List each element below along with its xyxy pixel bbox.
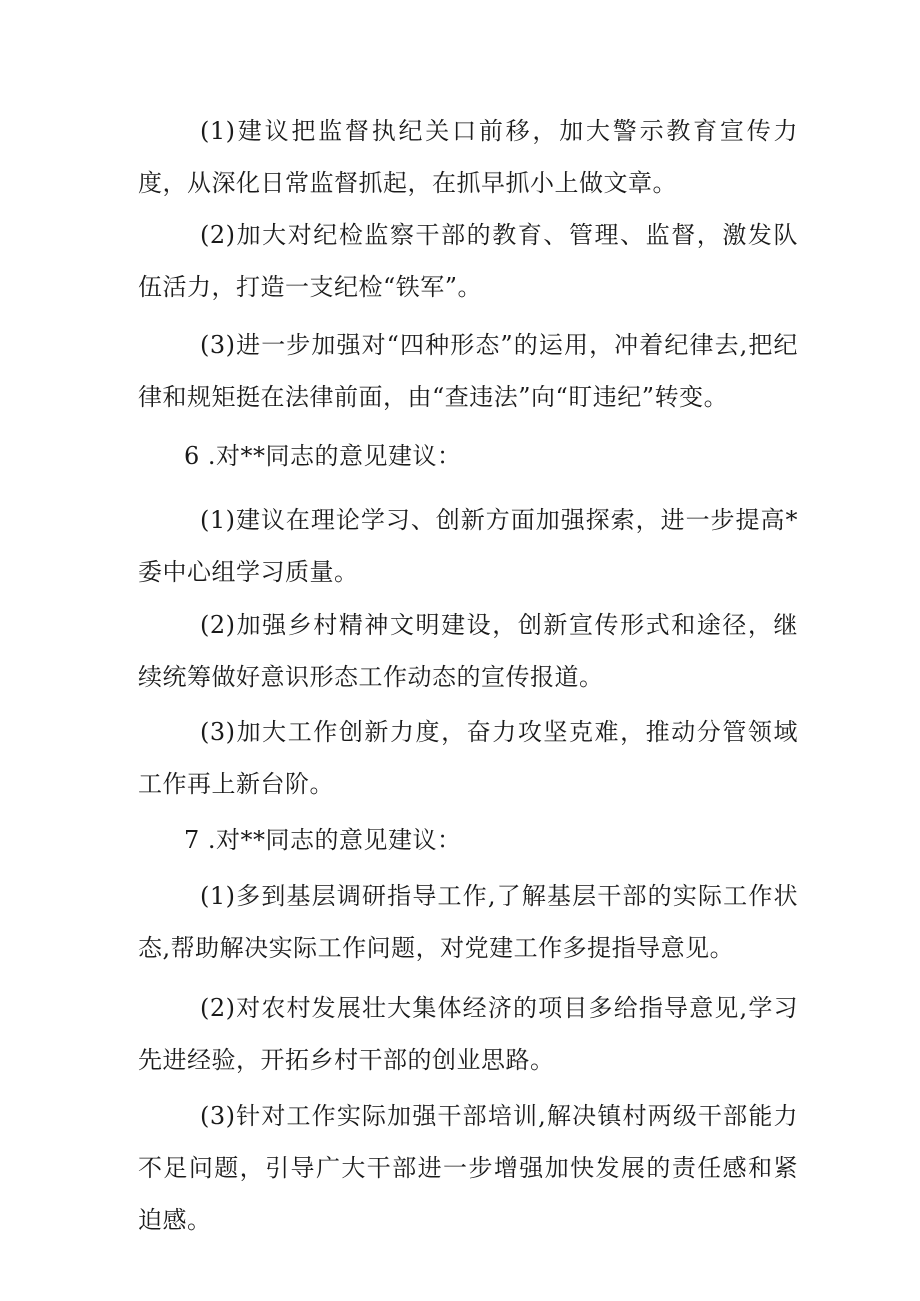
- paragraph-3: (3)进一步加强对“四种形态”的运用，冲着纪律去,把纪律和规矩挺在法律前面，由“查违法”向“盯违纪”转变。: [138, 331, 798, 411]
- paragraph-1: (1)建议把监督执纪关口前移，加大警示教育宣传力度，从深化日常监督抓起，在抓早抓小上做文章。: [138, 117, 798, 197]
- paragraph-5: (2)加强乡村精神文明建设，创新宣传形式和途径，继续统筹做好意识形态工作动态的宣传报道。: [138, 611, 798, 691]
- section-heading-6: 6 .对**同志的意见建议：: [184, 442, 462, 470]
- paragraph-2: (2)加大对纪检监察干部的教育、管理、监督，激发队伍活力，打造一支纪检“铁军”。: [138, 221, 798, 301]
- section-heading-7: 7 .对**同志的意见建议：: [184, 826, 462, 854]
- paragraph-7: (1)多到基层调研指导工作,了解基层干部的实际工作状态,帮助解决实际工作问题，对党建工作多提指导意见。: [138, 882, 798, 962]
- paragraph-4: (1)建议在理论学习、创新方面加强探索，进一步提高*委中心组学习质量。: [138, 506, 798, 586]
- paragraph-6: (3)加大工作创新力度，奋力攻坚克难，推动分管领域工作再上新台阶。: [138, 718, 798, 798]
- paragraph-8: (2)对农村发展壮大集体经济的项目多给指导意见,学习先进经验，开拓乡村干部的创业思路。: [138, 994, 798, 1074]
- paragraph-9: (3)针对工作实际加强干部培训,解决镇村两级干部能力不足问题，引导广大干部进一步增强加快发展的责任感和紧迫感。: [138, 1102, 798, 1234]
